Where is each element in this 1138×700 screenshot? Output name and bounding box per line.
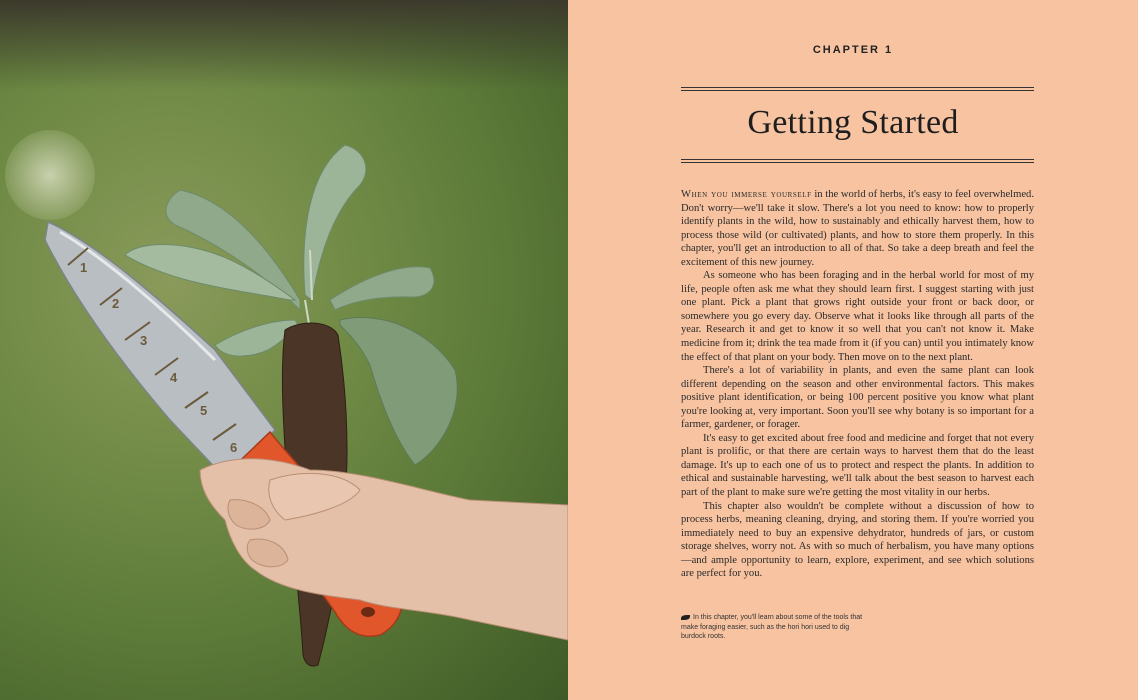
svg-text:6: 6	[230, 440, 238, 455]
title-rule-bottom	[681, 159, 1034, 160]
chapter-title: Getting Started	[747, 104, 959, 141]
paragraph: As someone who has been foraging and in the herbal world for most of my life, people often ask me what they should learn first. I suggest starting with just one plant. Pick a plant that grows right outside your front or back door, or somewhere you go every day. Observe what it looks like through all parts of the year. Research it and get to know it so well that you can't not know it. Make medicine from it; drink the tea made from it (if you can) until you intimately know the effect of that plant on your body. Then move on to the next plant.	[681, 270, 1034, 363]
title-rule-top	[681, 87, 1034, 88]
cover-photo	[0, 0, 568, 700]
lead-in: When you immerse yourself	[681, 189, 812, 200]
svg-text:2: 2	[112, 296, 120, 311]
svg-text:3: 3	[140, 333, 148, 348]
paragraph: There's a lot of variability in plants, and even the same plant can look different depending on the season and other environmental factors. This makes positive plant identification, or being 100 percent positive you know what plant you're looking at, very important. Soon you'll see why botany is so important for a farmer, gardener, or forager.	[681, 365, 1034, 431]
paragraph: When you immerse yourself in the world of herbs, it's easy to feel overwhelmed. Don't worry—we'll take it slow. There's a lot you need to know: how to properly identify plants in the wild, how to sustainably and ethically harvest them, how to process those wild (or cultivated) plants, and how to store them properly. In this chapter, you'll get an introduction to all of that. So take a deep breath and feel the excitement of this new journey.	[681, 189, 1034, 268]
title-rule-top-2	[681, 90, 1034, 91]
paragraph: It's easy to get excited about free food and medicine and forget that not every plant is prolific, or that there are certain ways to harvest them that do the least damage. It's up to each one of us to protect and respect the plants. In addition to ethical and sustainable harvesting, we'll talk about the best season to harvest each part of the plant to make sure we're getting the most vitality in our herbs.	[681, 432, 1034, 499]
leaf-bullet-icon	[681, 615, 690, 620]
paragraph: This chapter also wouldn't be complete without a discussion of how to process herbs, meaning cleaning, drying, and storing them. If you're worried you immediately need to buy an expensive dehydrator, hundreds of jars, or custom storage shelves, worry not. As with so much of herbalism, you have many options—and ample opportunity to learn, explore, experiment, and see which solutions are perfect for you.	[681, 500, 1034, 580]
body-text	[681, 188, 1034, 581]
photo-caption: In this chapter, you'll learn about some of the tools that make foraging easier, such as the hori hori used to dig burdock roots.	[681, 614, 863, 640]
svg-text:1: 1	[80, 260, 88, 275]
title-rule-bottom-2	[681, 162, 1034, 163]
knife-and-plant-illustration	[0, 0, 568, 700]
chapter-label: CHAPTER 1	[812, 44, 894, 56]
book-page	[568, 0, 1138, 700]
svg-text:4: 4	[170, 370, 178, 385]
svg-text:5: 5	[200, 403, 208, 418]
